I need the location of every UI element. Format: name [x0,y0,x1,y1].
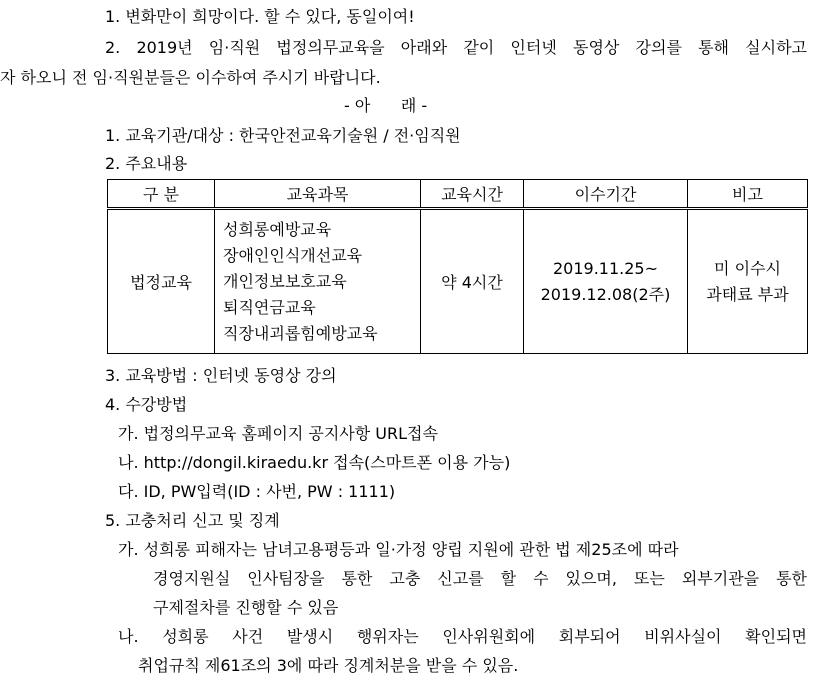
period-start: 2019.11.25~ [552,258,658,278]
item-3-method: 3. 교육방법 : 인터넷 동영상 강의 [105,366,337,385]
intro-line-1: 1. 변화만이 희망이다. 할 수 있다, 동일이여! [105,7,415,26]
item-5-a-line-3: 구제절차를 진행할 수 있음 [153,598,339,617]
header-note: 비고 [688,180,808,209]
subject-item: 직장내괴롭힘예방교육 [223,323,378,343]
subject-item: 퇴직연금교육 [223,297,316,317]
note-line-1: 미 이수시 [714,258,781,278]
item-5-a-line-1: 가. 성희롱 피해자는 남녀고용평등과 일·가정 양립 지원에 관한 법 제25조에 따라 [118,540,679,559]
item-2-main-content: 2. 주요내용 [105,154,188,173]
cell-subjects [215,209,421,354]
table-row [108,209,808,354]
subject-item: 개인정보보호교육 [223,271,347,291]
item-5-a-line-2: 경영지원실 인사팀장을 통한 고충 신고를 할 수 있으며, 또는 외부기관을 통한 [153,569,807,588]
item-1-institution: 1. 교육기관/대상 : 한국안전교육기술원 / 전·임직원 [105,126,461,145]
header-subject: 교육과목 [215,180,421,209]
item-5-b-line-2: 취업규칙 제61조의 3에 따라 징계처분을 받을 수 있음. [138,656,519,675]
item-4-b: 나. http://dongil.kiraedu.kr 접속(스마트폰 이용 가능) [118,453,511,472]
subject-item: 장애인인식개선교육 [223,245,363,265]
item-4-how-to: 4. 수강방법 [105,395,188,414]
item-5-grievance: 5. 고충처리 신고 및 징계 [105,511,280,530]
header-period: 이수기간 [524,180,688,209]
table-header-row [108,180,808,209]
period-end: 2019.12.08(2주) [540,284,671,304]
intro-line-2a: 2. 2019년 임·직원 법정의무교육을 아래와 같이 인터넷 동영상 강의를 통해 실시하고 [105,38,807,57]
cell-period [524,209,688,354]
note-line-2: 과태료 부과 [706,284,789,304]
cell-hours: 약 4시간 [421,209,524,354]
header-category: 구 분 [108,180,215,209]
item-4-c: 다. ID, PW입력(ID : 사번, PW : 1111) [118,482,396,501]
cell-note [688,209,808,354]
cell-category: 법정교육 [108,209,215,354]
item-5-b-line-1: 나. 성희롱 사건 발생시 행위자는 인사위원회에 회부되어 비위사실이 확인되면 [118,627,807,646]
item-4-a: 가. 법정의무교육 홈페이지 공지사항 URL접속 [118,424,438,443]
subject-item: 성희롱예방교육 [223,219,332,239]
below-heading: - 아 래 - [344,96,428,115]
header-hours: 교육시간 [421,180,524,209]
education-table [107,179,808,354]
intro-line-2b: 자 하오니 전 임·직원분들은 이수하여 주시기 바랍니다. [0,68,381,87]
